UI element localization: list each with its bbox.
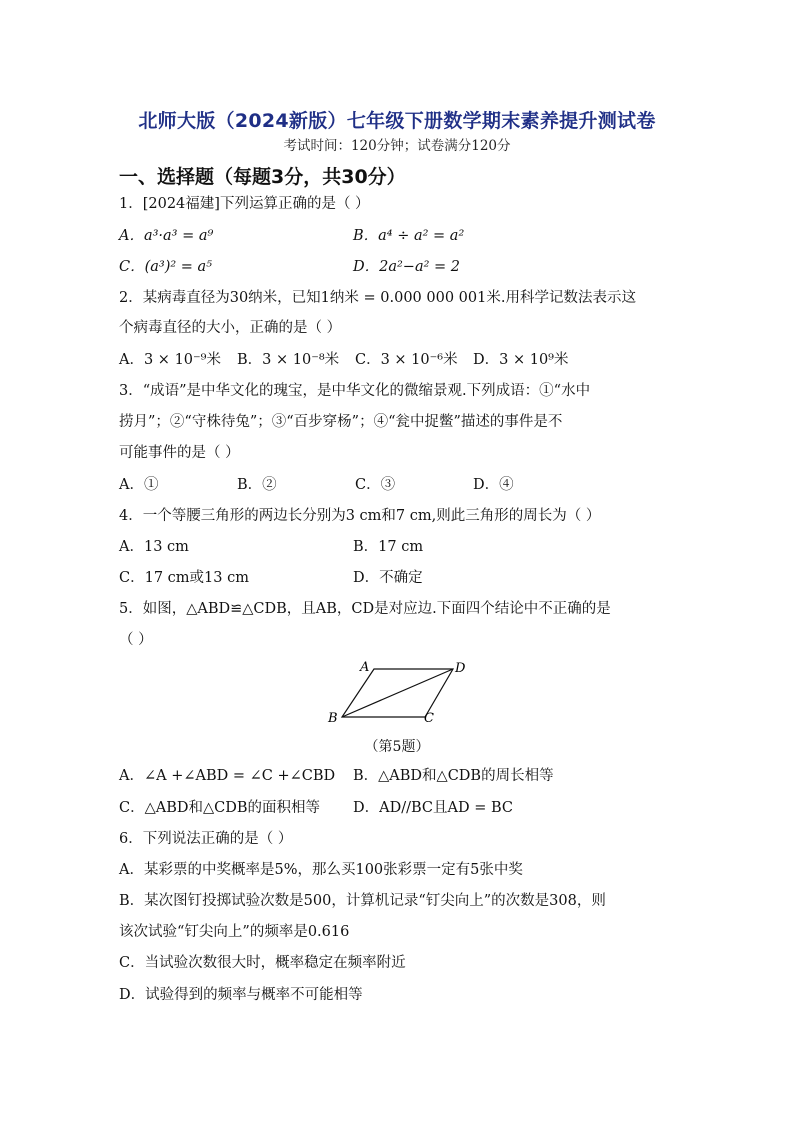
question-3-option-d: D．④ [473, 477, 514, 493]
question-2-option-d: D．3 × 10⁹米 [473, 352, 569, 368]
question-2-option-b: B．3 × 10⁻⁸米 [237, 352, 340, 368]
question-3-option-b: B．② [237, 477, 277, 493]
question-6-option-c: C．当试验次数很大时，概率稳定在频率附近 [119, 955, 406, 971]
question-3-option-a: A．① [119, 477, 159, 493]
question-5-stem-line1: 5．如图，△ABD≌△CDB，且AB，CD是对应边.下面四个结论中不正确的是 [119, 601, 611, 617]
question-6-option-d: D．试验得到的频率与概率不可能相等 [119, 987, 363, 1003]
question-2-stem-line1: 2．某病毒直径为30纳米，已知1纳米 = 0.000 000 001米.用科学记数法表示这 [119, 290, 636, 306]
question-5-option-a: A．∠A +∠ABD = ∠C +∠CBD [119, 768, 336, 784]
question-5-option-b: B．△ABD和△CDB的周长相等 [353, 768, 554, 784]
question-2-stem-line2: 个病毒直径的大小，正确的是（ ） [119, 320, 342, 336]
question-1-option-d: D．2a²−a² = 2 [353, 259, 461, 275]
section-heading: 一、选择题（每题3分，共30分） [119, 166, 406, 188]
question-4-option-c: C．17 cm或13 cm [119, 570, 249, 586]
question-6-option-b-line2: 该次试验“钉尖向上”的频率是0.616 [119, 924, 350, 940]
question-3-stem-line2: 捞月”；②“守株待兔”；③“百步穿杨”；④“瓮中捉鳖”描述的事件是不 [119, 414, 563, 430]
figure-caption: （第5题） [364, 739, 430, 755]
vertex-label-c: C [424, 711, 434, 726]
vertex-label-d: D [455, 661, 466, 676]
question-2-option-a: A．3 × 10⁻⁹米 [119, 352, 221, 368]
question-5-option-d: D．AD//BC且AD = BC [353, 800, 513, 816]
vertex-label-a: A [360, 660, 370, 675]
question-4-option-a: A．13 cm [119, 539, 189, 555]
question-2-option-c: C．3 × 10⁻⁶米 [355, 352, 458, 368]
question-6-stem: 6．下列说法正确的是（ ） [119, 831, 293, 847]
parallelogram-figure [320, 655, 480, 730]
question-4-option-b: B．17 cm [353, 539, 424, 555]
question-1-stem: 1．[2024福建]下列运算正确的是（ ） [119, 196, 370, 212]
exam-info: 考试时间：120分钟；试卷满分120分 [283, 138, 511, 154]
question-3-stem-line3: 可能事件的是（ ） [119, 445, 240, 461]
question-5-option-c: C．△ABD和△CDB的面积相等 [119, 800, 321, 816]
question-4-option-d: D．不确定 [353, 570, 423, 586]
question-3-option-c: C．③ [355, 477, 396, 493]
question-5-stem-line2: （ ） [119, 632, 153, 648]
question-4-stem: 4．一个等腰三角形的两边长分别为3 cm和7 cm,则此三角形的周长为（ ） [119, 508, 601, 524]
question-6-option-b-line1: B．某次图钉投掷试验次数是500，计算机记录“钉尖向上”的次数是308，则 [119, 893, 606, 909]
question-1-option-b: B．a⁴ ÷ a² = a² [353, 228, 465, 244]
question-6-option-a: A．某彩票的中奖概率是5%，那么买100张彩票一定有5张中奖 [119, 862, 523, 878]
question-1-option-c: C．(a³)² = a⁵ [119, 259, 213, 275]
vertex-label-b: B [328, 711, 338, 726]
question-3-stem-line1: 3．“成语”是中华文化的瑰宝，是中华文化的微缩景观.下列成语：①“水中 [119, 383, 591, 399]
page-title: 北师大版（2024新版）七年级下册数学期末素养提升测试卷 [138, 110, 656, 132]
question-1-option-a: A．a³·a³ = a⁹ [119, 228, 214, 244]
